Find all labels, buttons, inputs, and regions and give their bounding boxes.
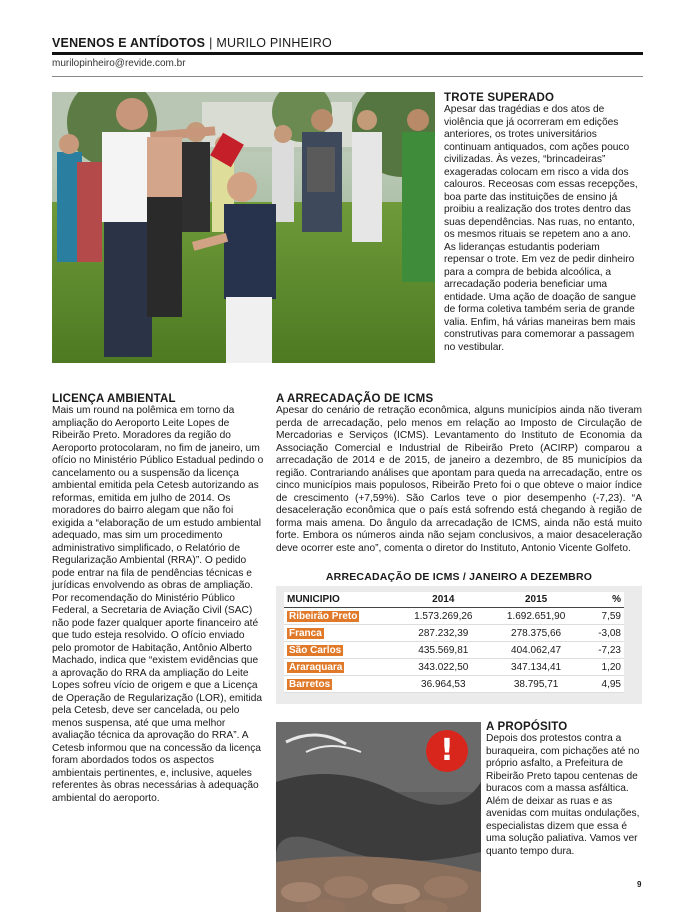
article-title: LICENÇA AMBIENTAL — [52, 393, 176, 405]
city-label: Ribeirão Preto — [289, 610, 358, 622]
value-2014: 287.232,39 — [397, 625, 490, 642]
city-cell — [284, 608, 397, 625]
table-row — [284, 676, 624, 693]
value-2014: 36.964,53 — [397, 676, 490, 693]
value-2015: 278.375,66 — [490, 625, 583, 642]
value-2015: 38.795,71 — [490, 676, 583, 693]
article-title: A ARRECADAÇÃO DE ICMS — [276, 393, 434, 405]
article-icms — [276, 393, 642, 555]
city-cell — [284, 642, 397, 659]
article-body: Depois dos protestos contra a buraqueira, com pichações até no próprio asfalto, a Prefeitura de Ribeirão Preto tapou centenas de buracos com a massa asfáltica. Além de deixar as ruas e as avenidas com muitas ondulações, especialistas dizem que essa é uma solução paliativa. Vamos ver quanto tempo dura. — [486, 733, 640, 857]
table-row — [284, 625, 624, 642]
value-percent: 4,95 — [582, 676, 624, 693]
page-number: 9 — [637, 880, 642, 889]
city-label: Franca — [289, 627, 322, 639]
table-row — [284, 608, 624, 625]
city-label: Barretos — [289, 678, 331, 690]
table-header-cell: MUNICIPIO — [284, 592, 397, 608]
city-label: São Carlos — [289, 644, 342, 656]
value-percent: -3,08 — [582, 625, 624, 642]
table-row — [284, 659, 624, 676]
article-body: Mais um round na polêmica em torno da ampliação do Aeroporto Leite Lopes de Ribeirão Preto. Moradores da região do Aeroporto protocolaram, no fim de janeiro, um ofício no Ministério Público Estadual pedindo o cancelamento ou a suspensão da licença ambiental emitida pela Cetesb autorizando as reformas, emitida em julho de 2014. Os moradores do bairro alegam que não foi exigida a “elaboração de um estudo ambiental adequado, mas sim um procedimento administrativo simplificado, o Relatório de Regularização Ambiental (RRA)”. O pedido pode entrar na fila de pendências técnicas e jurídicas envolvendo as obras de ampliação. Por recomendação do Ministério Público Federal, a Secretaria de Aviação Civil (SAC) não pode fazer qualquer aporte financeiro até que tudo esteja resolvido. O ofício enviado pelo promotor de Habitação, Antônio Alberto Machado, indica que “existem evidências que a aprovação do RRA da ampliação do Leite Lopes sofreu vício de origem e que a Licença de Operação de Regularização (LOR), emitida pela Cetesb, deve ser cancelada, ou pelo menos suspensa, até que uma melhor avaliação técnica da aprovação do RRA”. A Cetesb informou que na concessão da licença foram abordados todos os aspectos ambientais pertinentes, e, inclusive, aqueles referentes às obras necessárias à adequação ambiental do aeroporto. — [52, 405, 264, 804]
author-email: murilopinheiro@revide.com.br — [52, 58, 186, 69]
value-2015: 404.062,47 — [490, 642, 583, 659]
header-divider — [52, 76, 643, 77]
article-title: A PROPÓSITO — [486, 721, 568, 733]
value-percent: -7,23 — [582, 642, 624, 659]
article-trote — [444, 92, 640, 354]
table-row — [284, 642, 624, 659]
table-header-cell: 2014 — [397, 592, 490, 608]
table-header-cell: 2015 — [490, 592, 583, 608]
icms-table — [284, 592, 624, 693]
value-2015: 1.692.651,90 — [490, 608, 583, 625]
article-title: TROTE SUPERADO — [444, 92, 555, 104]
value-2014: 1.573.269,26 — [397, 608, 490, 625]
exclamation-icon: ! — [426, 730, 468, 772]
value-percent: 7,59 — [582, 608, 624, 625]
value-2014: 435.569,81 — [397, 642, 490, 659]
city-cell — [284, 676, 397, 693]
header-rule — [52, 52, 643, 55]
article-body: Apesar do cenário de retração econômica, alguns municípios ainda não tiveram perda de arrecadação, pelo menos em relação ao Imposto de Circulação de Mercadorias e Serviços (ICMS). Levantamento do Instituto de Economia da Associação Comercial e Industrial de Ribeirão Preto (ACIRP) comparou a arrecadação de 2014 e de 2015, de janeiro a dezembro, de 85 municípios da região. Contrariando análises que apontam para queda na arrecadação, entre os cinco municípios mais populosos, Ribeirão Preto foi o que obteve o maior índice de crescimento (+7,59%). São Carlos teve o pior desempenho (-7,23). “A desaceleração econômica que o país está sofrendo está chegando à região de forma mais amena. Do ângulo da arrecadação de ICMS, ainda não está muito forte. Embora os números ainda não sejam conclusivos, a maior desaceleração deve ocorrer este ano”, comenta o diretor do Instituto, Antonio Vicente Golfeto. — [276, 405, 642, 554]
value-2015: 347.134,41 — [490, 659, 583, 676]
author-name: MURILO PINHEIRO — [216, 36, 332, 50]
trote-photo — [52, 92, 435, 363]
article-licenca — [52, 393, 264, 805]
city-label: Araraquara — [289, 661, 343, 673]
column-title: VENENOS E ANTÍDOTOS — [52, 36, 206, 50]
article-proposito — [486, 721, 644, 858]
value-percent: 1,20 — [582, 659, 624, 676]
header-separator: | — [209, 36, 213, 50]
column-header — [52, 36, 643, 50]
asphalt-photo — [276, 722, 481, 912]
table-header-cell: % — [582, 592, 624, 608]
table-title: ARRECADAÇÃO DE ICMS / JANEIRO A DEZEMBRO — [325, 571, 593, 583]
city-cell — [284, 659, 397, 676]
table-header-row — [284, 592, 624, 608]
city-cell — [284, 625, 397, 642]
article-body: Apesar das tragédias e dos atos de violência que já ocorreram em edições anteriores, os trotes universitários continuam antiquados, com ações pouco civilizadas. Às vezes, “brincadeiras” exageradas colocam em risco a vida dos calouros. Receosas com essas recepções, boa parte das instituições de ensino já proibiu a realização dos trotes dentro das suas dependências. Nas ruas, no entanto, os mesmos rituais se repetem ano a ano. As lideranças estudantis poderiam repensar o trote. Em vez de pedir dinheiro para a compra de bebida alcoólica, a arrecadação poderia beneficiar uma entidade. Uma ação de doação de sangue de forma coletiva também seria de grande valia. Enfim, há várias maneiras bem mais construtivas para comemorar a passagem no vestibular. — [444, 104, 638, 353]
value-2014: 343.022,50 — [397, 659, 490, 676]
